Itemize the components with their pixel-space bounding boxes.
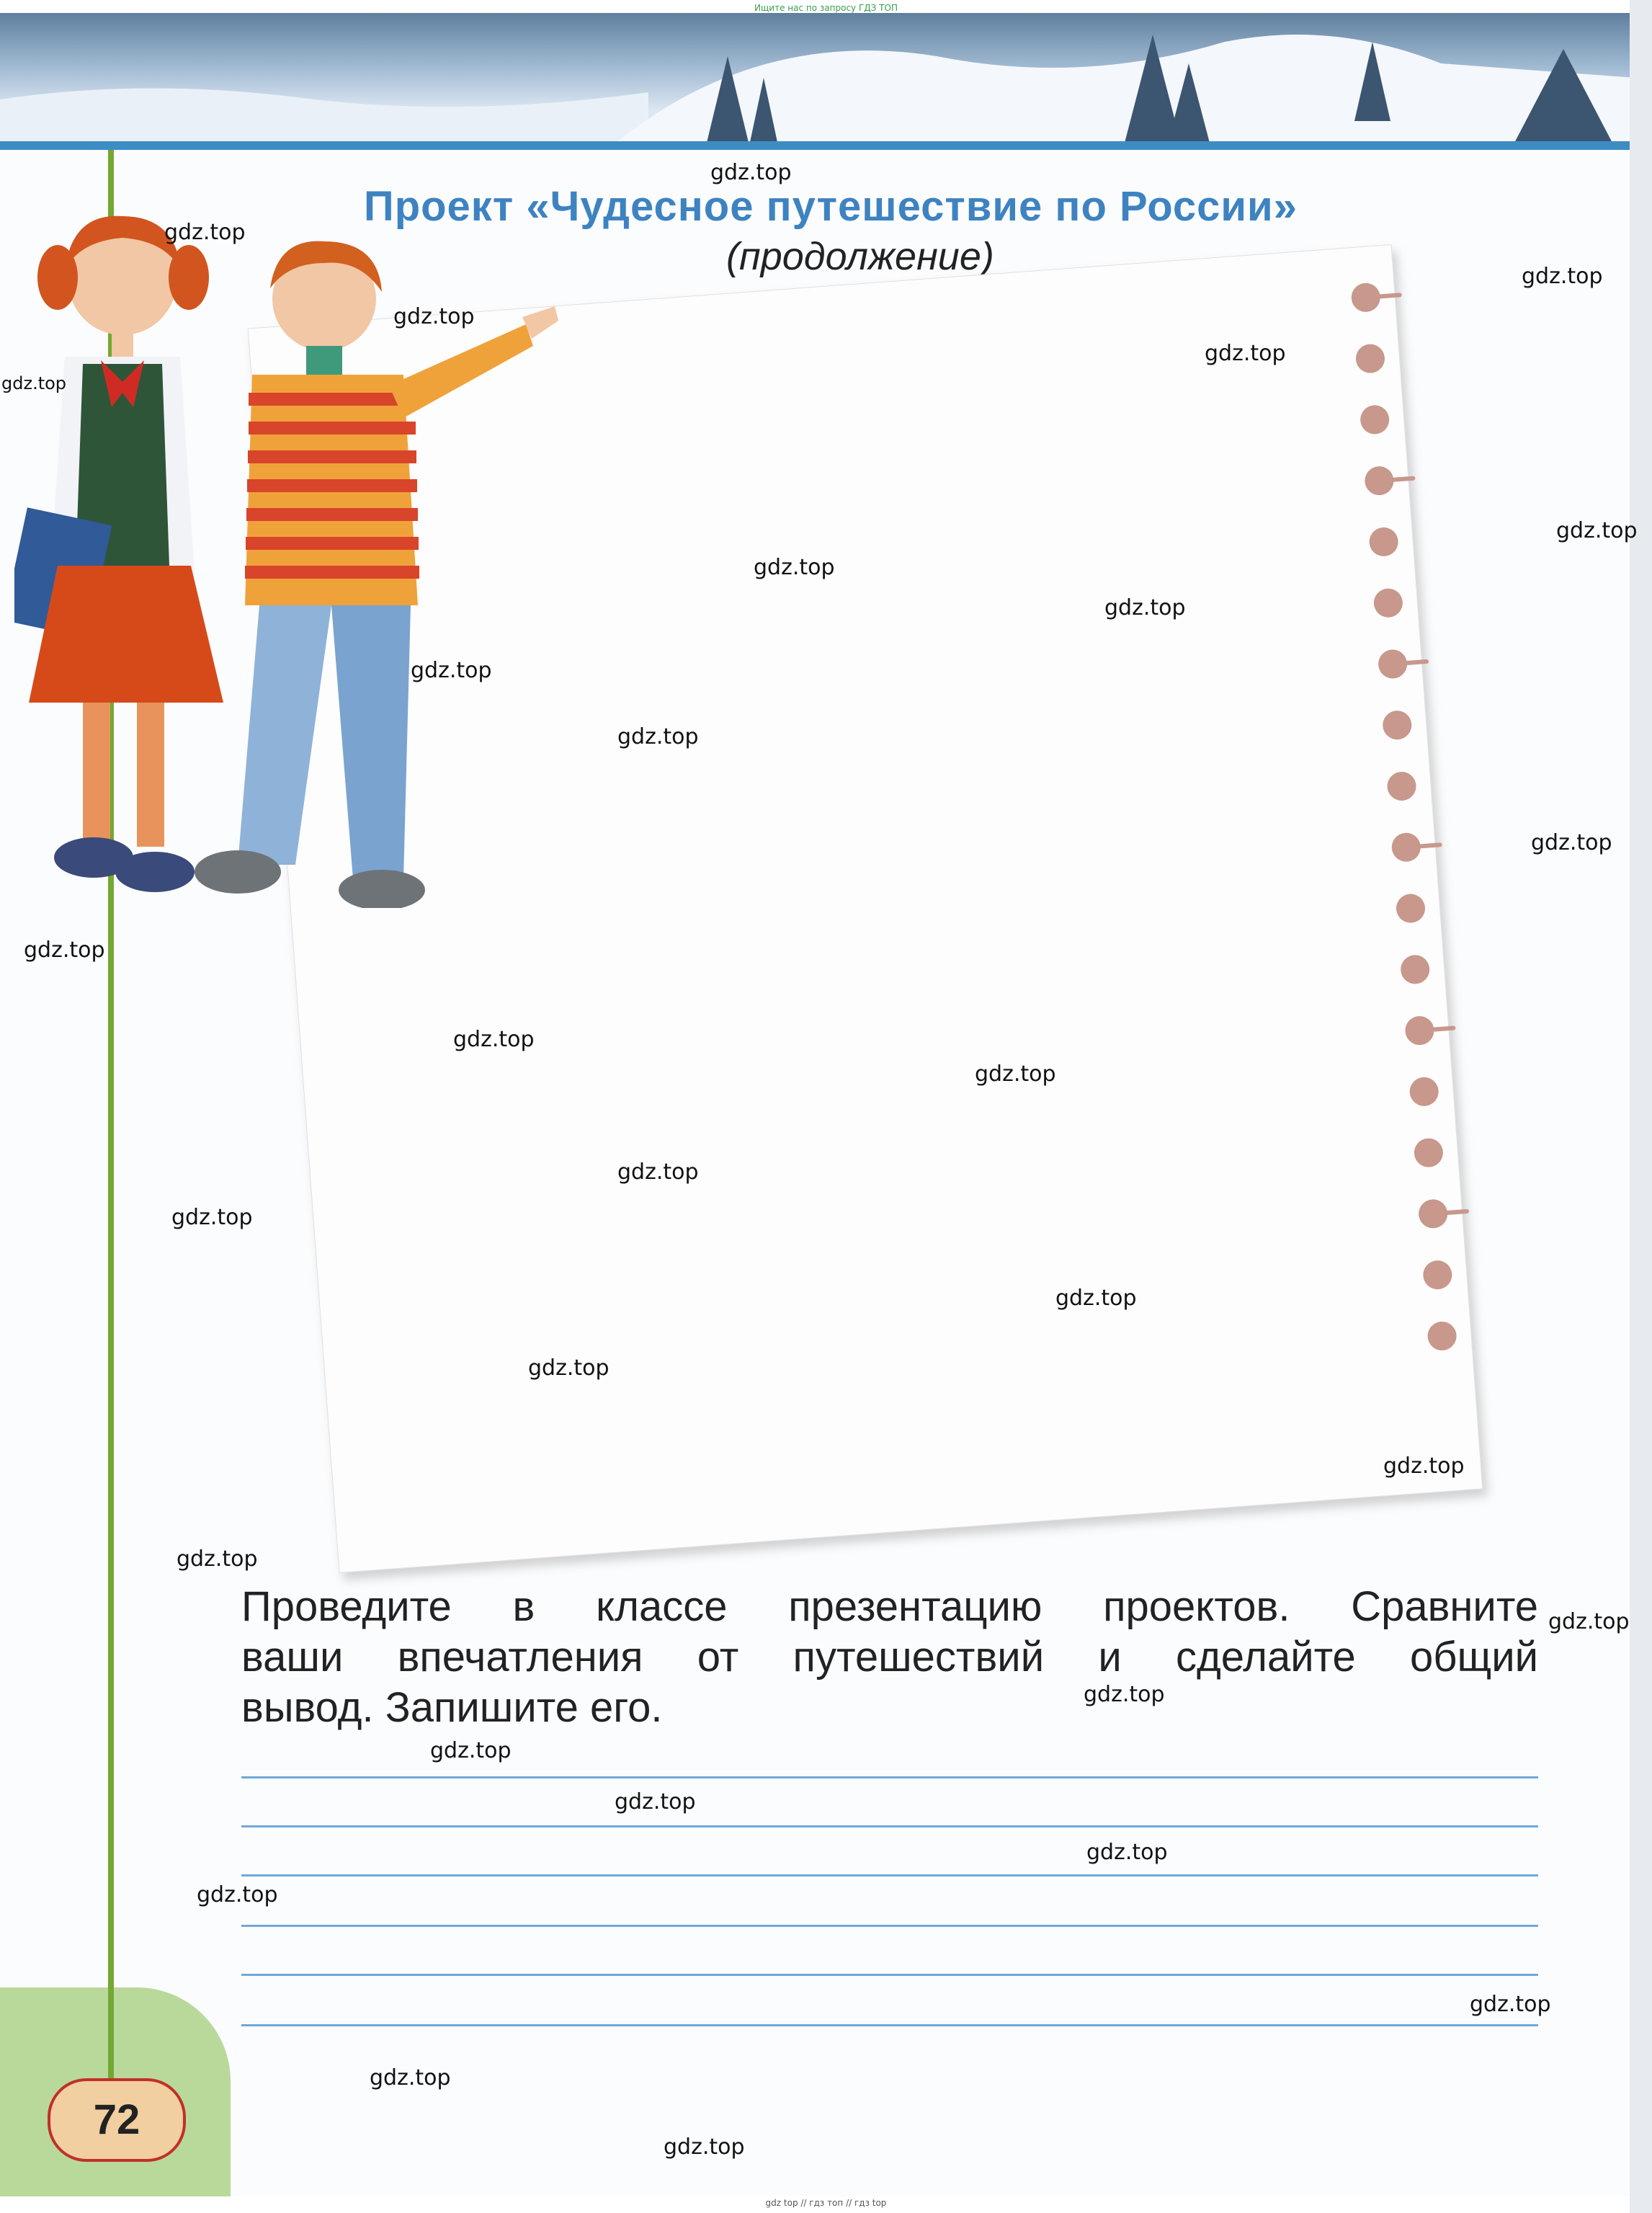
ring-icon bbox=[1372, 587, 1403, 618]
task-text bbox=[241, 1582, 1538, 1733]
watermark: gdz.top bbox=[617, 724, 699, 749]
writing-line[interactable] bbox=[241, 2024, 1538, 2026]
watermark: gdz.top bbox=[1055, 1286, 1137, 1311]
ring-icon bbox=[1359, 404, 1390, 435]
page-number: 72 bbox=[48, 2078, 186, 2162]
watermark: gdz.top bbox=[1383, 1453, 1465, 1479]
ring-icon bbox=[1400, 954, 1431, 985]
watermark: gdz.top bbox=[177, 1546, 258, 1572]
ring-icon bbox=[1408, 1076, 1439, 1107]
watermark: gdz.top bbox=[664, 2134, 745, 2160]
watermark: gdz.top bbox=[1, 373, 67, 393]
page-edge bbox=[1630, 0, 1652, 2213]
watermark: gdz.top bbox=[710, 160, 792, 185]
watermark: gdz.top bbox=[1205, 341, 1286, 366]
ring-icon bbox=[1413, 1137, 1444, 1168]
watermark: gdz.top bbox=[171, 1205, 253, 1230]
watermark: gdz.top bbox=[393, 304, 475, 329]
watermark: gdz.top bbox=[1531, 830, 1612, 855]
search-hint: Ищите нас по запросу ГДЗ ТОП bbox=[754, 3, 898, 13]
writing-line[interactable] bbox=[241, 1776, 1538, 1778]
watermark: gdz.top bbox=[615, 1789, 696, 1815]
watermark: gdz.top bbox=[1084, 1682, 1165, 1707]
watermark: gdz.top bbox=[370, 2065, 451, 2090]
task-line-2: ваши впечатления от путешествий и сделайте общий bbox=[241, 1634, 1538, 1680]
watermark: gdz.top bbox=[24, 938, 105, 963]
writing-line[interactable] bbox=[241, 1974, 1538, 1976]
watermark: gdz.top bbox=[430, 1738, 512, 1763]
watermark: gdz.top bbox=[754, 555, 835, 580]
ring-icon bbox=[1426, 1321, 1457, 1352]
winter-landscape-banner bbox=[0, 13, 1635, 146]
writing-line[interactable] bbox=[241, 1825, 1538, 1827]
watermark: gdz.top bbox=[197, 1882, 278, 1907]
watermark: gdz.top bbox=[528, 1355, 610, 1381]
page-subtitle: (продолжение) bbox=[726, 235, 994, 278]
ring-icon bbox=[1396, 893, 1426, 924]
watermark: gdz.top bbox=[617, 1159, 699, 1185]
ring-icon bbox=[1368, 527, 1399, 558]
winter-landscape-icon bbox=[0, 13, 1635, 146]
ring-icon bbox=[1355, 343, 1386, 374]
footer-note: gdz top // гдз топ // гдз top bbox=[765, 2198, 887, 2208]
watermark: gdz.top bbox=[1086, 1840, 1168, 1865]
writing-line[interactable] bbox=[241, 1925, 1538, 1927]
ring-icon bbox=[1422, 1260, 1453, 1291]
page-title: Проект «Чудесное путешествие по России» bbox=[364, 183, 1298, 230]
watermark: gdz.top bbox=[164, 220, 246, 245]
watermark: gdz.top bbox=[975, 1061, 1056, 1087]
watermark: gdz.top bbox=[1522, 264, 1603, 289]
task-line-1: Проведите в классе презентацию проектов. Сравните bbox=[241, 1583, 1538, 1630]
watermark: gdz.top bbox=[411, 658, 492, 683]
ring-icon bbox=[1382, 710, 1413, 741]
boy-pointing-illustration-icon bbox=[187, 231, 562, 908]
task-line-3: вывод. Запишите его. bbox=[241, 1684, 663, 1731]
watermark: gdz.top bbox=[453, 1027, 535, 1052]
watermark: gdz.top bbox=[1556, 518, 1638, 543]
watermark: gdz.top bbox=[1104, 595, 1186, 620]
watermark: gdz.top bbox=[1548, 1609, 1630, 1634]
watermark: gdz.top bbox=[1470, 1992, 1551, 2017]
writing-line[interactable] bbox=[241, 1874, 1538, 1876]
banner-divider bbox=[0, 141, 1635, 150]
ring-icon bbox=[1386, 771, 1417, 802]
